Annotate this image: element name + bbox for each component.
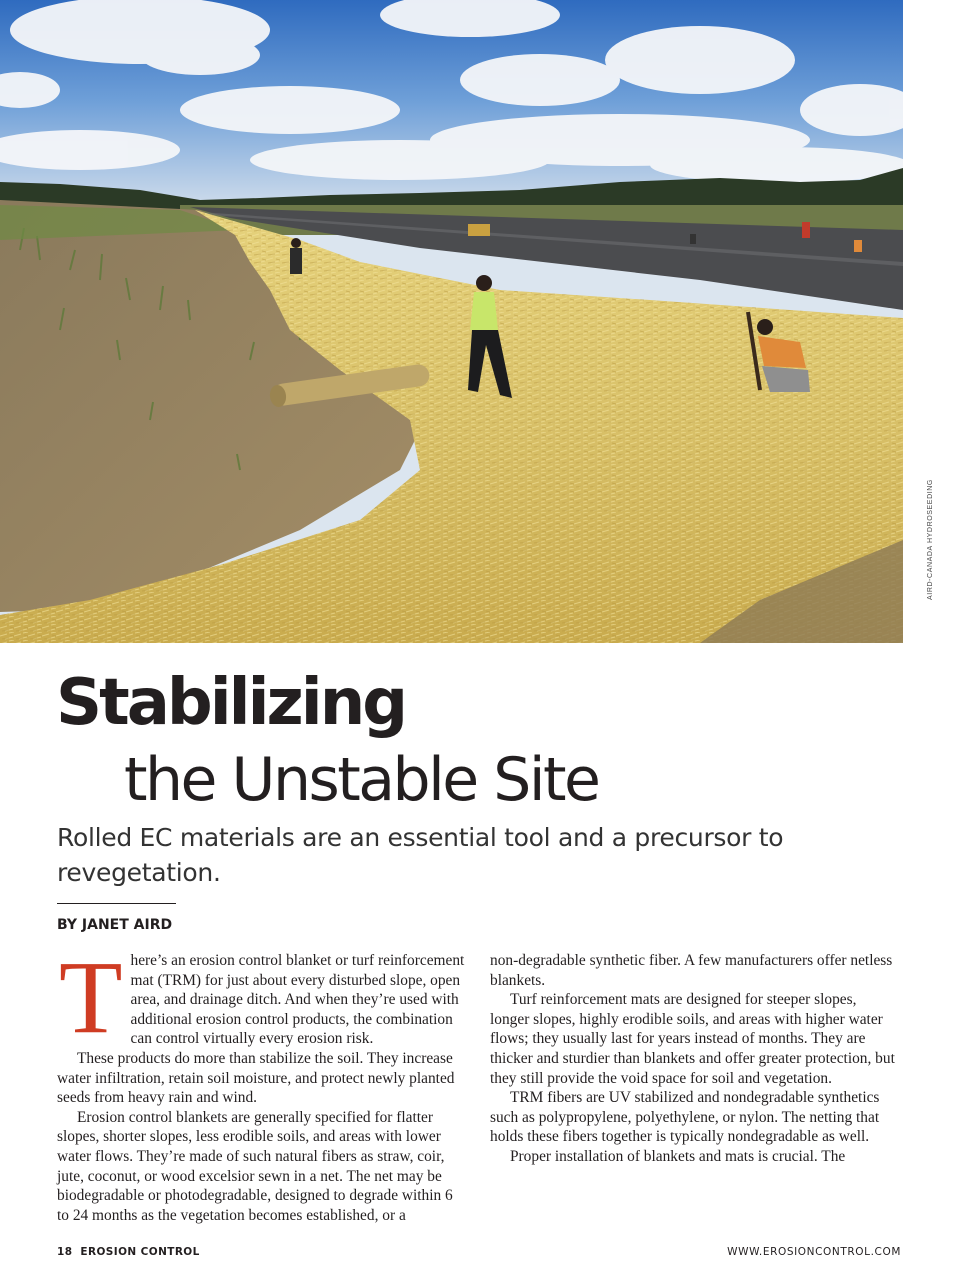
paragraph-5: TRM fibers are UV stabilized and nondegradable synthetics such as polypropylene, polyethylene, or nylon. The netting that holds these fibers together is typically nondegradable as well.	[490, 1089, 880, 1146]
byline: BY JANET AIRD	[57, 917, 173, 933]
headline-line-2: the Unstable Site	[124, 745, 599, 815]
publication-name: EROSION CONTROL	[80, 1246, 200, 1258]
paragraph-1-text: here’s an erosion control blanket or turf reinforcement mat (TRM) for just about every disturbed slope, open area, and drainage ditch. And when they’re used with additional erosion control products, the combination can control virtually every erosion risk.	[130, 952, 465, 1048]
paragraph-2: These products do more than stabilize the soil. They increase water infiltration, retain soil moisture, and protect newly planted seeds from heavy rain and wind.	[57, 1049, 455, 1107]
footer-folio	[57, 1246, 200, 1258]
body-column-right	[490, 951, 898, 1167]
photo-credit-strip	[903, 0, 960, 643]
worker-far	[290, 238, 302, 274]
footer-website: WWW.EROSIONCONTROL.COM	[727, 1246, 901, 1258]
byline-rule	[57, 903, 176, 904]
paragraph-3-continued: non-degradable synthetic fiber. A few manufacturers offer netless blankets.	[490, 952, 893, 989]
body-column-left	[57, 940, 465, 1225]
deck-subtitle: Rolled EC materials are an essential tool and a precursor to revegetation.	[57, 823, 784, 887]
paragraph-6: Proper installation of blankets and mats is crucial. The	[510, 1147, 846, 1165]
photo-credit: AIRD-CANADA HYDROSEEDING	[927, 479, 934, 600]
photo-illustration	[0, 0, 903, 643]
hero-photo	[0, 0, 903, 643]
paragraph-1	[57, 940, 465, 1055]
paragraph-4: Turf reinforcement mats are designed for steeper slopes, longer slopes, highly erodible soils, and areas with higher water flows; they usually last for years instead of months. They are thicker and sturdier than blankets and offer greater protection, but they still provide the void space for soil and vegetation.	[490, 991, 895, 1087]
paragraph-3: Erosion control blankets are generally specified for flatter slopes, shorter slopes, less erodible soils, and areas with lower water flows. They’re made of such natural fibers as straw, coir, jute, coconut, or wood excelsior sewn in a net. The net may be biodegradable or photodegradable, designed to degrade within 6 to 24 months as the vegetation becomes established, or a	[57, 1108, 453, 1224]
drop-cap: T	[59, 940, 123, 1055]
page-number: 18	[57, 1246, 73, 1258]
headline-line-1: Stabilizing	[56, 666, 406, 740]
